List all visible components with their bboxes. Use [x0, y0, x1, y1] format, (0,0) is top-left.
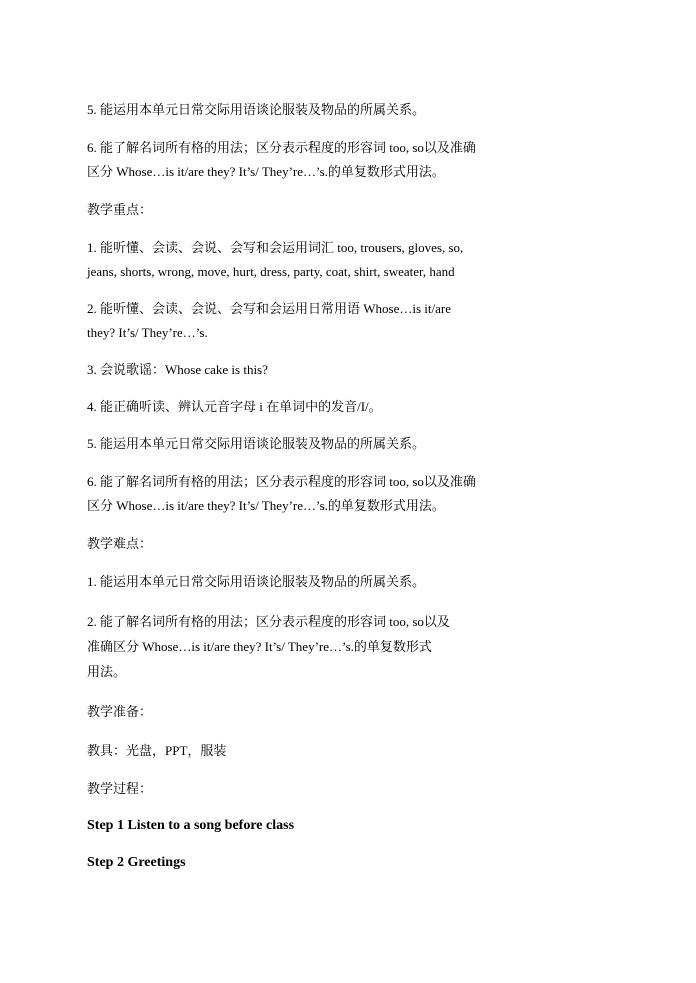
difficulty-2-line-3: 用法。: [87, 664, 127, 679]
key-points-heading: 教学重点：: [87, 202, 153, 217]
key-point-2-line-1: 2. 能听懂、会读、会说、会写和会运用日常用语 Whose…is it/are: [87, 301, 451, 316]
key-point-4-line: 4. 能正确听读、辨认元音字母 i 在单词中的发音/I/。: [87, 399, 382, 414]
key-point-1-line-1: 1. 能听懂、会读、会说、会写和会运用词汇 too, trousers, gloves, so,: [87, 240, 464, 255]
step-1-heading: Step 1 Listen to a song before class: [87, 818, 295, 833]
preparation-heading: 教学准备：: [87, 704, 153, 719]
objective-6-line-1: 6. 能了解名词所有格的用法；区分表示程度的形容词 too, so以及准确: [87, 140, 476, 155]
key-point-5-line: 5. 能运用本单元日常交际用语谈论服装及物品的所属关系。: [87, 436, 426, 451]
key-point-2-line-2: they? It’s/ They’re…’s.: [87, 325, 208, 340]
key-point-6-line-1: 6. 能了解名词所有格的用法；区分表示程度的形容词 too, so以及准确: [87, 474, 476, 489]
key-point-3-line: 3. 会说歌谣：Whose cake is this?: [87, 362, 268, 377]
difficulties-heading: 教学难点：: [87, 536, 153, 551]
objective-5-line: 5. 能运用本单元日常交际用语谈论服装及物品的所属关系。: [87, 102, 426, 117]
process-heading: 教学过程：: [87, 781, 153, 796]
difficulty-2-line-1: 2. 能了解名词所有格的用法；区分表示程度的形容词 too, so以及: [87, 614, 450, 629]
key-point-6-line-2: 区分 Whose…is it/are they? It’s/ They’re…’s.的单复数形式用法。: [87, 498, 445, 513]
difficulty-1-line: 1. 能运用本单元日常交际用语谈论服装及物品的所属关系。: [87, 574, 426, 589]
key-point-1-line-2: jeans, shorts, wrong, move, hurt, dress, party, coat, shirt, sweater, hand: [87, 264, 455, 279]
difficulty-2-line-2: 准确区分 Whose…is it/are they? It’s/ They’re…’s.的单复数形式: [87, 639, 432, 654]
objective-6-line-2: 区分 Whose…is it/are they? It’s/ They’re…’s.的单复数形式用法。: [87, 164, 445, 179]
step-2-heading: Step 2 Greetings: [87, 855, 186, 870]
teaching-aids-line: 教具：光盘，PPT，服装: [87, 743, 227, 758]
